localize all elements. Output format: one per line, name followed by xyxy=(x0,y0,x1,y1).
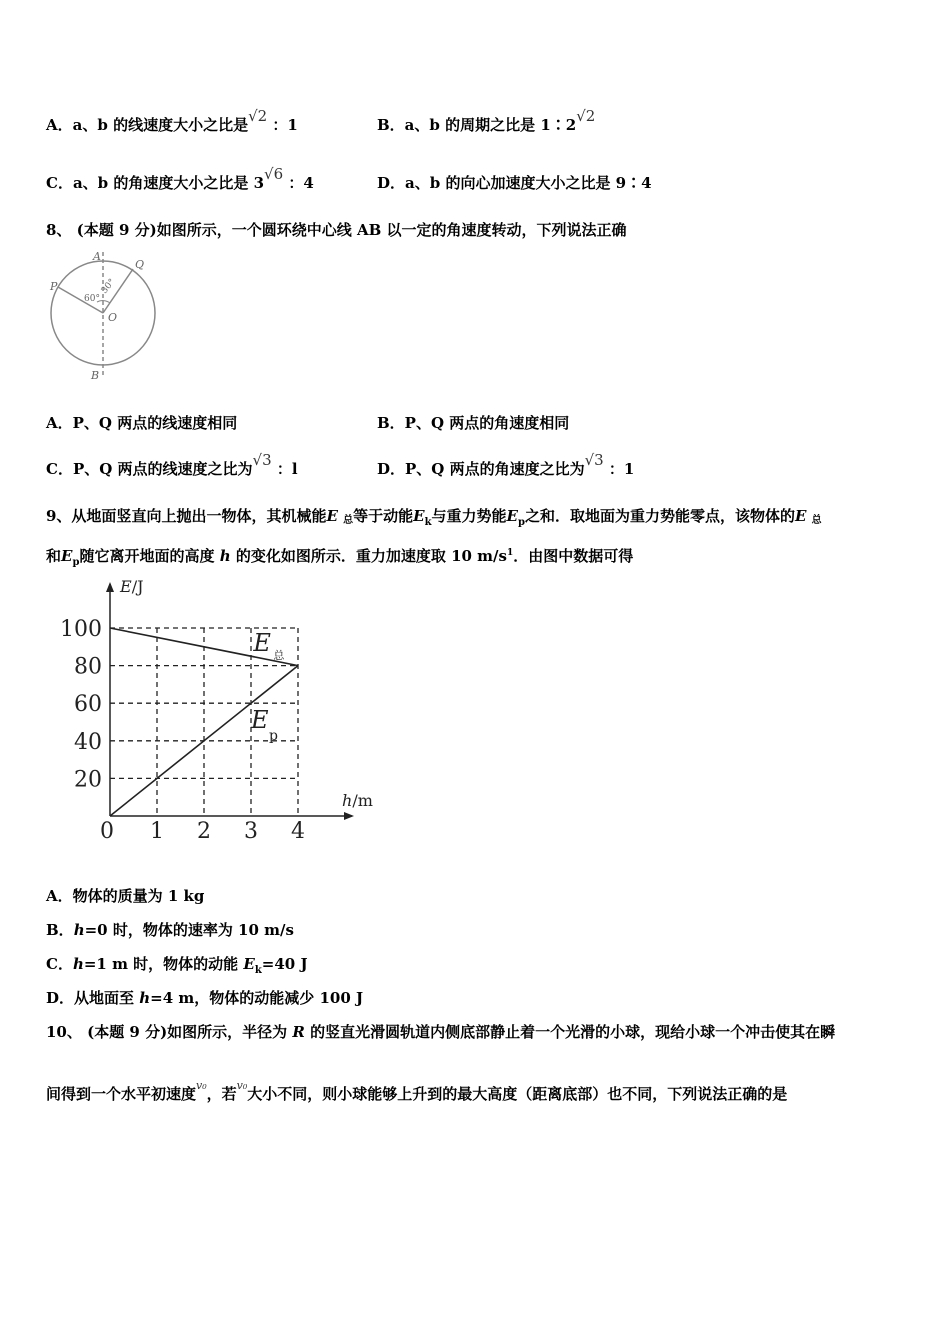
option-text: B．a、b 的周期之比是 1∶2 xyxy=(377,116,577,134)
symbol-sub: p xyxy=(72,557,80,568)
q8-option-b[interactable] xyxy=(377,412,569,434)
y-axis-arrow xyxy=(106,582,114,592)
label-q: Q xyxy=(135,258,145,271)
question-text: ，若 xyxy=(206,1085,237,1103)
option-text: B．P、Q 两点的角速度相同 xyxy=(377,414,570,432)
q7-option-c[interactable] xyxy=(46,165,314,194)
q10-stem-line2 xyxy=(46,1079,788,1107)
question-text: 的变化如图所示．重力加速度取 10 m/s xyxy=(235,547,507,565)
option-text: C． xyxy=(46,955,73,973)
x-tick-label: 2 xyxy=(197,819,211,844)
symbol-sub: 总 xyxy=(811,515,822,526)
q7-option-a[interactable] xyxy=(46,107,298,136)
question-text: 8、 (本题 9 分)如图所示，一个圆环绕中心线 AB 以一定的角速度转动，下列说法正确 xyxy=(46,221,627,239)
symbol-h: h xyxy=(73,921,85,939)
option-text: =1 m 时，物体的动能 xyxy=(83,955,244,973)
q9-stem-line1 xyxy=(46,505,822,534)
sqrt-symbol: √2 xyxy=(576,107,596,125)
series-label-sub-0: 总 xyxy=(273,648,285,662)
symbol-sub: 总 xyxy=(343,515,354,526)
question-text: ．由图中数据可得 xyxy=(513,547,634,565)
label-angle-30: 30° xyxy=(99,277,118,296)
option-text: B． xyxy=(46,921,74,939)
option-text: =4 m，物体的动能减少 100 J xyxy=(150,989,364,1007)
label-angle-60: 60° xyxy=(84,294,100,304)
series-label-0: E xyxy=(253,628,271,657)
y-tick-label: 80 xyxy=(74,654,102,680)
question-text: 随它离开地面的高度 xyxy=(79,547,215,565)
question-text: 与重力势能 xyxy=(431,507,507,525)
symbol-v0: v₀ xyxy=(196,1079,207,1092)
q8-stem xyxy=(46,219,627,241)
option-text: A．a、b 的线速度大小之比是 xyxy=(46,116,249,134)
option-text: A．P、Q 两点的线速度相同 xyxy=(46,414,238,432)
y-tick-label: 60 xyxy=(74,692,102,718)
q9-option-d[interactable] xyxy=(46,987,363,1009)
symbol-e: E xyxy=(326,507,338,525)
symbol-sub: k xyxy=(254,965,262,976)
x-axis-arrow xyxy=(344,812,354,820)
label-p: P xyxy=(50,280,58,293)
question-text: 和 xyxy=(46,547,62,565)
symbol-exp: 1 xyxy=(506,548,514,558)
q7-option-d[interactable] xyxy=(377,172,652,194)
y-tick-label: 100 xyxy=(60,617,102,642)
option-text: ：4 xyxy=(288,174,314,192)
label-o: O xyxy=(108,311,118,324)
x-tick-label: 0 xyxy=(100,819,114,844)
question-text: 之和．取地面为重力势能零点，该物体的 xyxy=(524,507,795,525)
option-text: =0 时，物体的速率为 10 m/s xyxy=(84,921,294,939)
x-axis-label: h/m xyxy=(342,791,373,810)
option-text: D．P、Q 两点的角速度之比为 xyxy=(377,460,585,478)
option-text: A．物体的质量为 1 kg xyxy=(46,887,205,905)
option-text: D．a、b 的向心加速度大小之比是 9∶4 xyxy=(377,174,652,192)
q9-option-c[interactable] xyxy=(46,953,308,982)
symbol-e: E xyxy=(794,507,807,525)
chart-axes xyxy=(106,582,354,820)
symbol-v0: v₀ xyxy=(236,1079,248,1092)
q9-stem-line2 xyxy=(46,542,633,574)
option-text: C．a、b 的角速度大小之比是 3 xyxy=(46,174,265,192)
q8-option-a[interactable] xyxy=(46,412,237,434)
sqrt-symbol: √6 xyxy=(264,165,284,183)
question-text: 等于动能 xyxy=(353,507,414,525)
q8-option-d[interactable] xyxy=(377,451,635,480)
symbol-e: E xyxy=(413,507,425,525)
x-tick-label: 3 xyxy=(244,819,258,844)
series-label-1: E xyxy=(251,706,269,734)
option-text: ：1 xyxy=(272,116,298,134)
sqrt-symbol: √3 xyxy=(252,451,272,469)
q9-option-b[interactable] xyxy=(46,919,294,941)
symbol-e: E xyxy=(243,955,255,973)
y-tick-label: 20 xyxy=(74,767,102,793)
q8-ring-figure xyxy=(44,248,164,384)
question-text: 大小不同，则小球能够上升到的最大高度（距离底部）也不同，下列说法正确的是 xyxy=(247,1085,788,1103)
label-b: B xyxy=(91,369,100,382)
q9-energy-chart xyxy=(60,574,390,846)
q8-option-c[interactable] xyxy=(46,451,298,480)
option-text: ：1 xyxy=(608,460,635,478)
y-axis-label: E/J xyxy=(120,577,144,596)
option-text: ：l xyxy=(276,460,298,478)
symbol-h: h xyxy=(139,989,151,1007)
symbol-h: h xyxy=(219,547,231,565)
x-tick-label: 4 xyxy=(291,819,305,844)
symbol-e: E xyxy=(61,547,73,565)
option-text: C．P、Q 两点的线速度之比为 xyxy=(46,460,253,478)
symbol-sub: p xyxy=(517,517,525,528)
series-label-sub-1: p xyxy=(269,728,278,744)
label-a: A xyxy=(93,250,101,263)
sqrt-symbol: √3 xyxy=(584,451,604,469)
question-text: 10、 (本题 9 分)如图所示，半径为 xyxy=(46,1023,288,1041)
y-tick-label: 40 xyxy=(74,729,102,755)
symbol-sub: k xyxy=(424,517,432,528)
q7-option-b[interactable] xyxy=(377,107,596,136)
q10-stem-line1 xyxy=(46,1021,835,1043)
option-text: =40 J xyxy=(261,955,308,973)
option-text: D．从地面至 xyxy=(46,989,140,1007)
symbol-h: h xyxy=(72,955,84,973)
x-tick-label: 1 xyxy=(150,819,164,844)
question-text: 9、从地面竖直向上抛出一物体，其机械能 xyxy=(46,507,327,525)
question-text: 的竖直光滑圆轨道内侧底部静止着一个光滑的小球，现给小球一个冲击使其在瞬 xyxy=(310,1023,836,1041)
question-text: 间得到一个水平初速度 xyxy=(46,1085,197,1103)
symbol-e: E xyxy=(506,507,518,525)
sqrt-symbol: √2 xyxy=(248,107,268,125)
q9-option-a[interactable] xyxy=(46,885,204,907)
symbol-r: R xyxy=(292,1023,305,1041)
